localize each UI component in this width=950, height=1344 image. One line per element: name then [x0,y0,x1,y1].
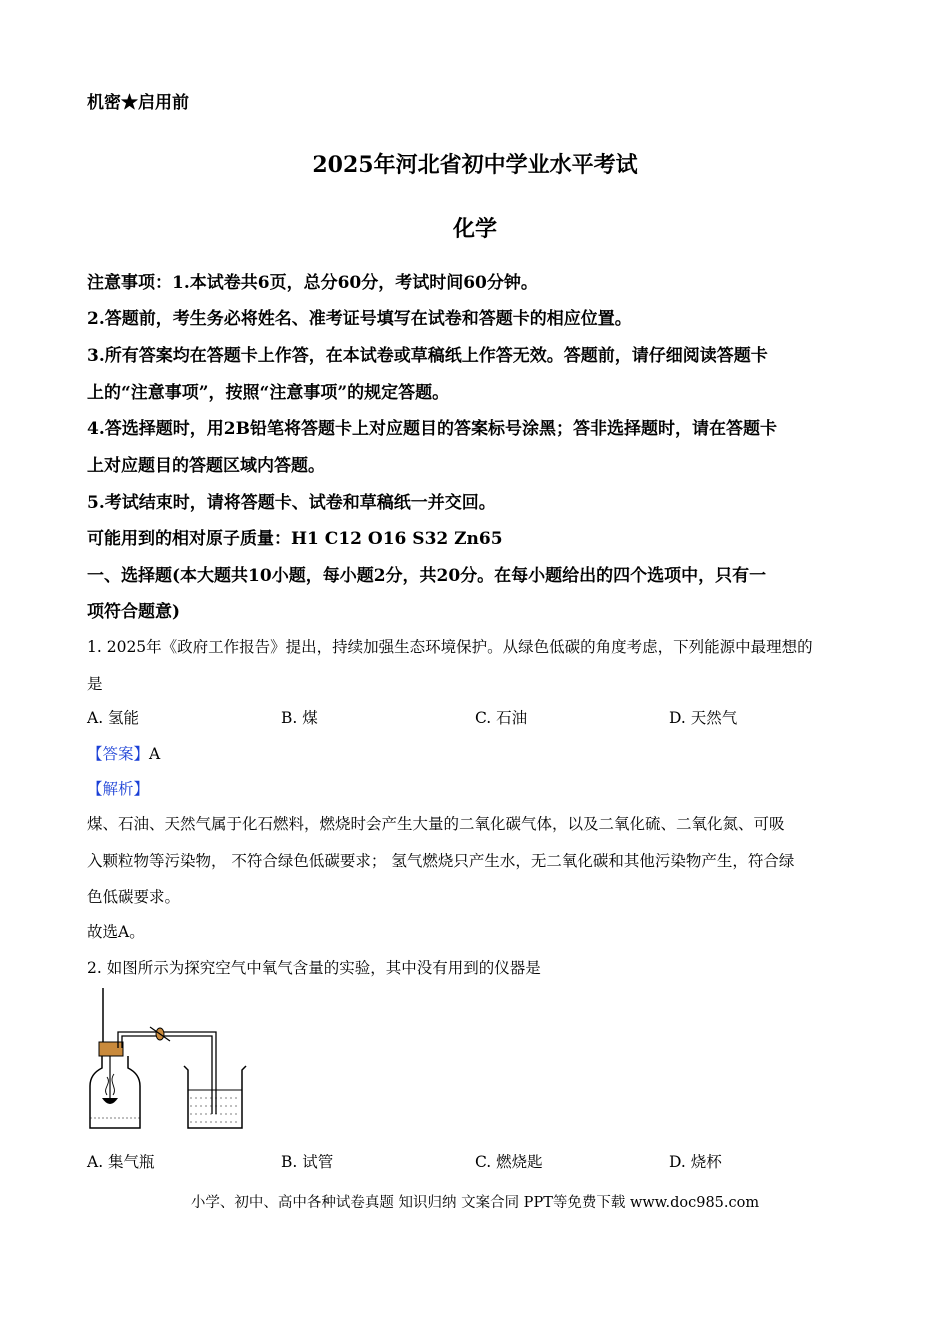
q1-option-a: A. 氢能 [87,709,140,727]
oxygen-experiment-diagram [80,982,255,1132]
q1-option-c: C. 石油 [475,709,528,727]
question-1-stem: 1. 2025年《政府工作报告》提出，持续加强生态环境保护。从绿色低碳的角度考虑，下列能源中最理想的 [87,638,813,656]
q2-option-a: A. 集气瓶 [87,1153,155,1171]
question-2-stem: 2. 如图所示为探究空气中氧气含量的实验，其中没有用到的仪器是 [87,959,541,977]
exam-title: 2025年河北省初中学业水平考试 [312,152,638,178]
q1-answer [87,742,160,764]
q2-option-b: B. 试管 [281,1153,334,1171]
q1-conclusion: 故选A。 [87,923,145,941]
q2-option-c: C. 燃烧匙 [475,1153,543,1171]
page-footer: 小学、初中、高中各种试卷真题 知识归纳 文案合同 PPT等免费下载 www.doc985.com [190,1195,760,1211]
note-line: 5.考试结束时，请将答题卡、试卷和草稿纸一并交回。 [87,493,496,513]
question-1-stem-cont: 是 [87,675,103,693]
q2-option-d: D. 烧杯 [669,1153,722,1171]
note-line: 4.答选择题时，用2B铅笔将答题卡上对应题目的答案标号涂黑；答非选择题时，请在答题卡 [87,419,777,439]
confidential-label: 机密★启用前 [87,93,189,113]
q1-analysis-line: 煤、石油、天然气属于化石燃料，燃烧时会产生大量的二氧化碳气体，以及二氧化硫、二氧化氮、可吸 [87,815,785,833]
q1-analysis-line: 色低碳要求。 [87,888,181,906]
note-line: 上的“注意事项”，按照“注意事项”的规定答题。 [87,383,450,403]
note-line: 3.所有答案均在答题卡上作答，在本试卷或草稿纸上作答无效。答题前，请仔细阅读答题卡 [87,346,768,366]
section-heading-cont: 项符合题意) [87,602,181,622]
section-heading: 一、选择题(本大题共10小题，每小题2分，共20分。在每小题给出的四个选项中，只有一 [87,566,767,586]
subject-title: 化学 [452,216,497,242]
q1-option-d: D. 天然气 [669,709,738,727]
note-line: 注意事项：1.本试卷共6页，总分60分，考试时间60分钟。 [87,273,538,293]
note-line: 上对应题目的答题区域内答题。 [87,456,325,476]
q1-analysis-tag: 【解析】 [87,780,150,798]
atomic-mass-line: 可能用到的相对原子质量：H1 C12 O16 S32 Zn65 [87,529,503,549]
q1-option-b: B. 煤 [281,709,318,727]
answer-tag: 【答案】 [87,745,150,763]
answer-value: A [149,745,161,763]
note-line: 2.答题前，考生务必将姓名、准考证号填写在试卷和答题卡的相应位置。 [87,309,632,329]
q1-analysis-line: 入颗粒物等污染物， 不符合绿色低碳要求； 氢气燃烧只产生水，无二氧化碳和其他污染物产生，符合绿 [87,852,795,870]
